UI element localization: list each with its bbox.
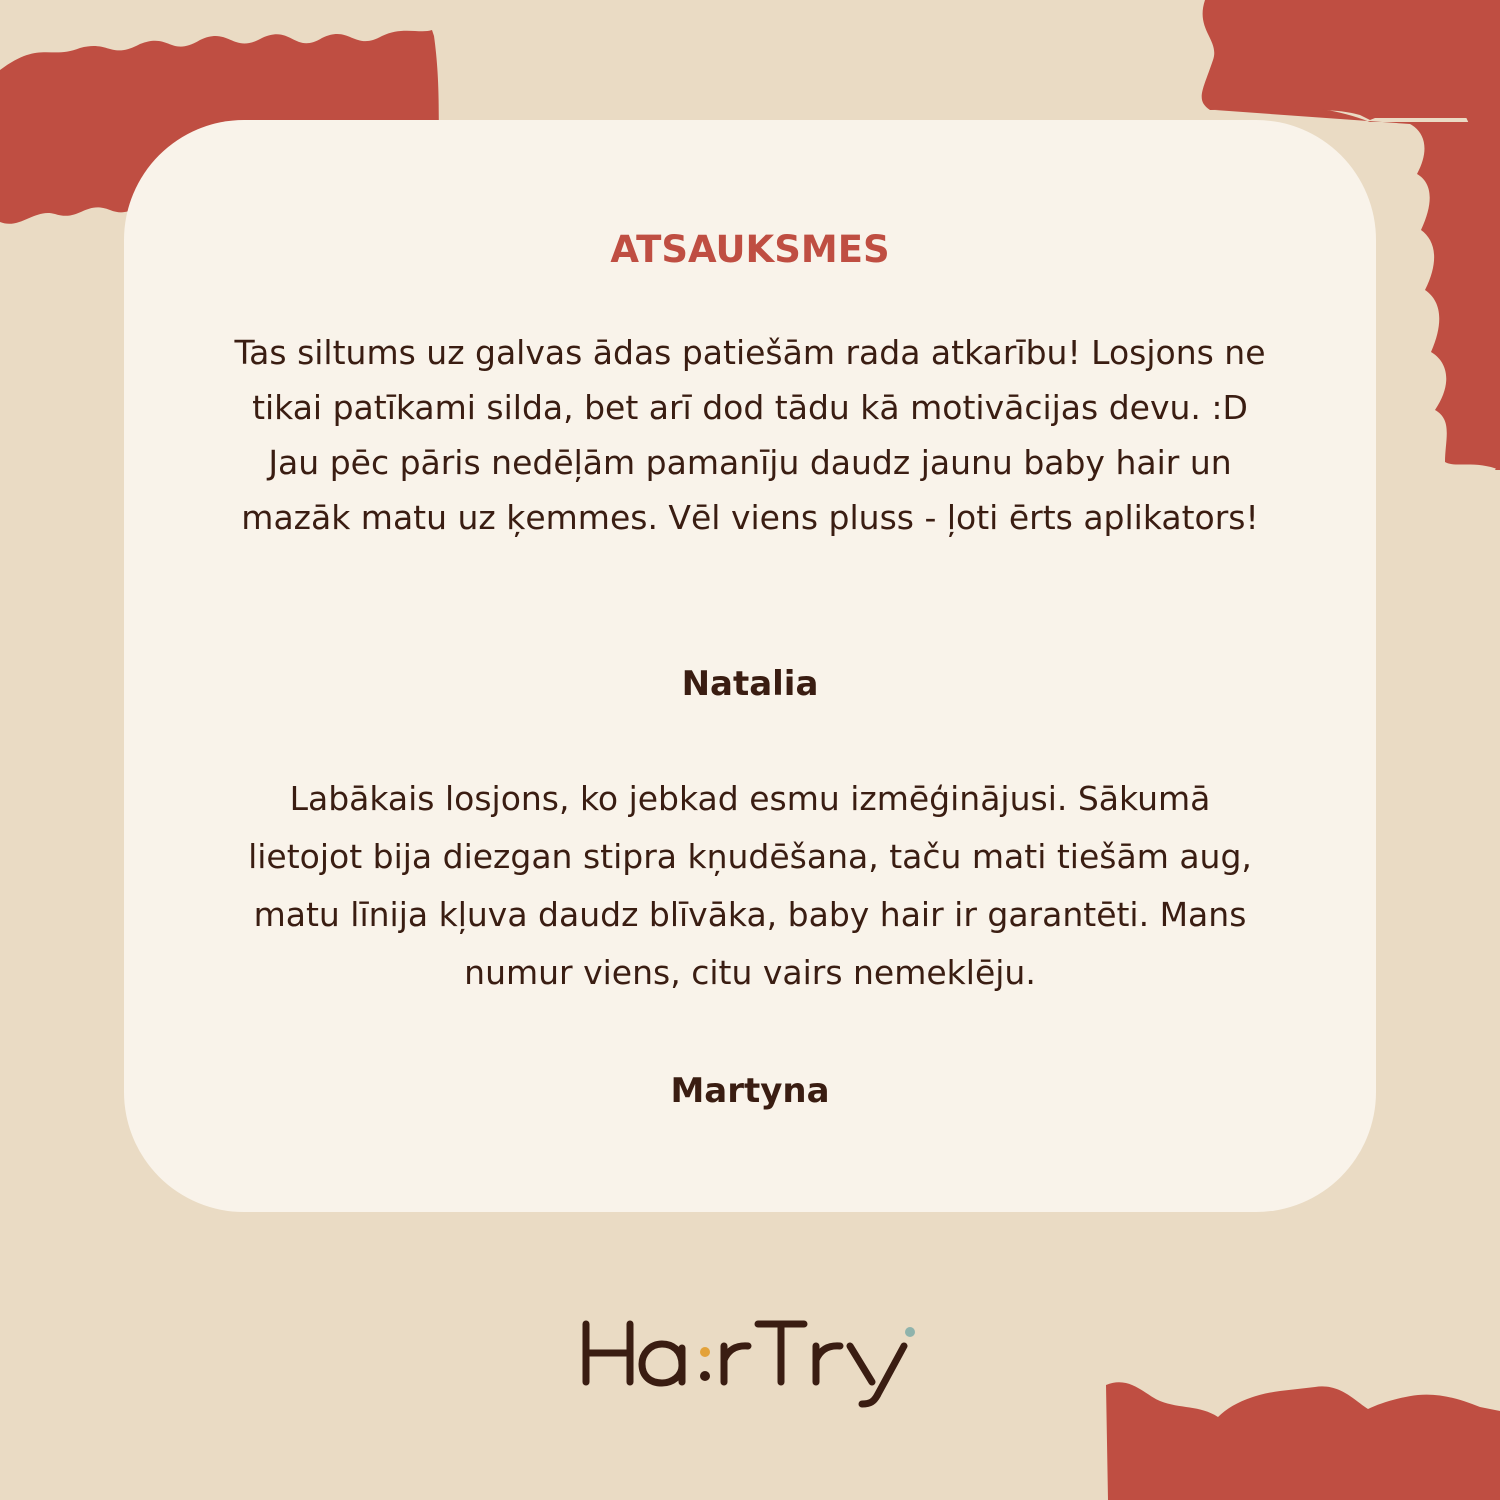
decorative-wave-shape-bottom-right (1100, 1365, 1500, 1500)
review-author: Martyna (670, 1071, 830, 1111)
review-author: Natalia (681, 664, 819, 704)
review-text: Tas siltums uz galvas ādas patiešām rada atkarību! Losjons ne tikai patīkami silda, bet arī dod tādu kā motivācijas devu. :D Jau pēc pāris nedēļām pamanīju daudz jaunu baby hair un mazāk matu uz ķemmes. Vēl viens pluss - ļoti ērts aplikators! (234, 333, 1266, 537)
card-title: ATSAUKSMES (610, 228, 890, 271)
hairtry-logo (578, 1310, 928, 1410)
review-text: Labākais losjons, ko jebkad esmu izmēģinājusi. Sākumā lietojot bija diezgan stipra kņudēšana, taču mati tiešām aug, matu līnija kļuva daudz blīvāka, baby hair ir garantēti. Mans numur viens, citu vairs nemeklēju. (248, 779, 1252, 992)
